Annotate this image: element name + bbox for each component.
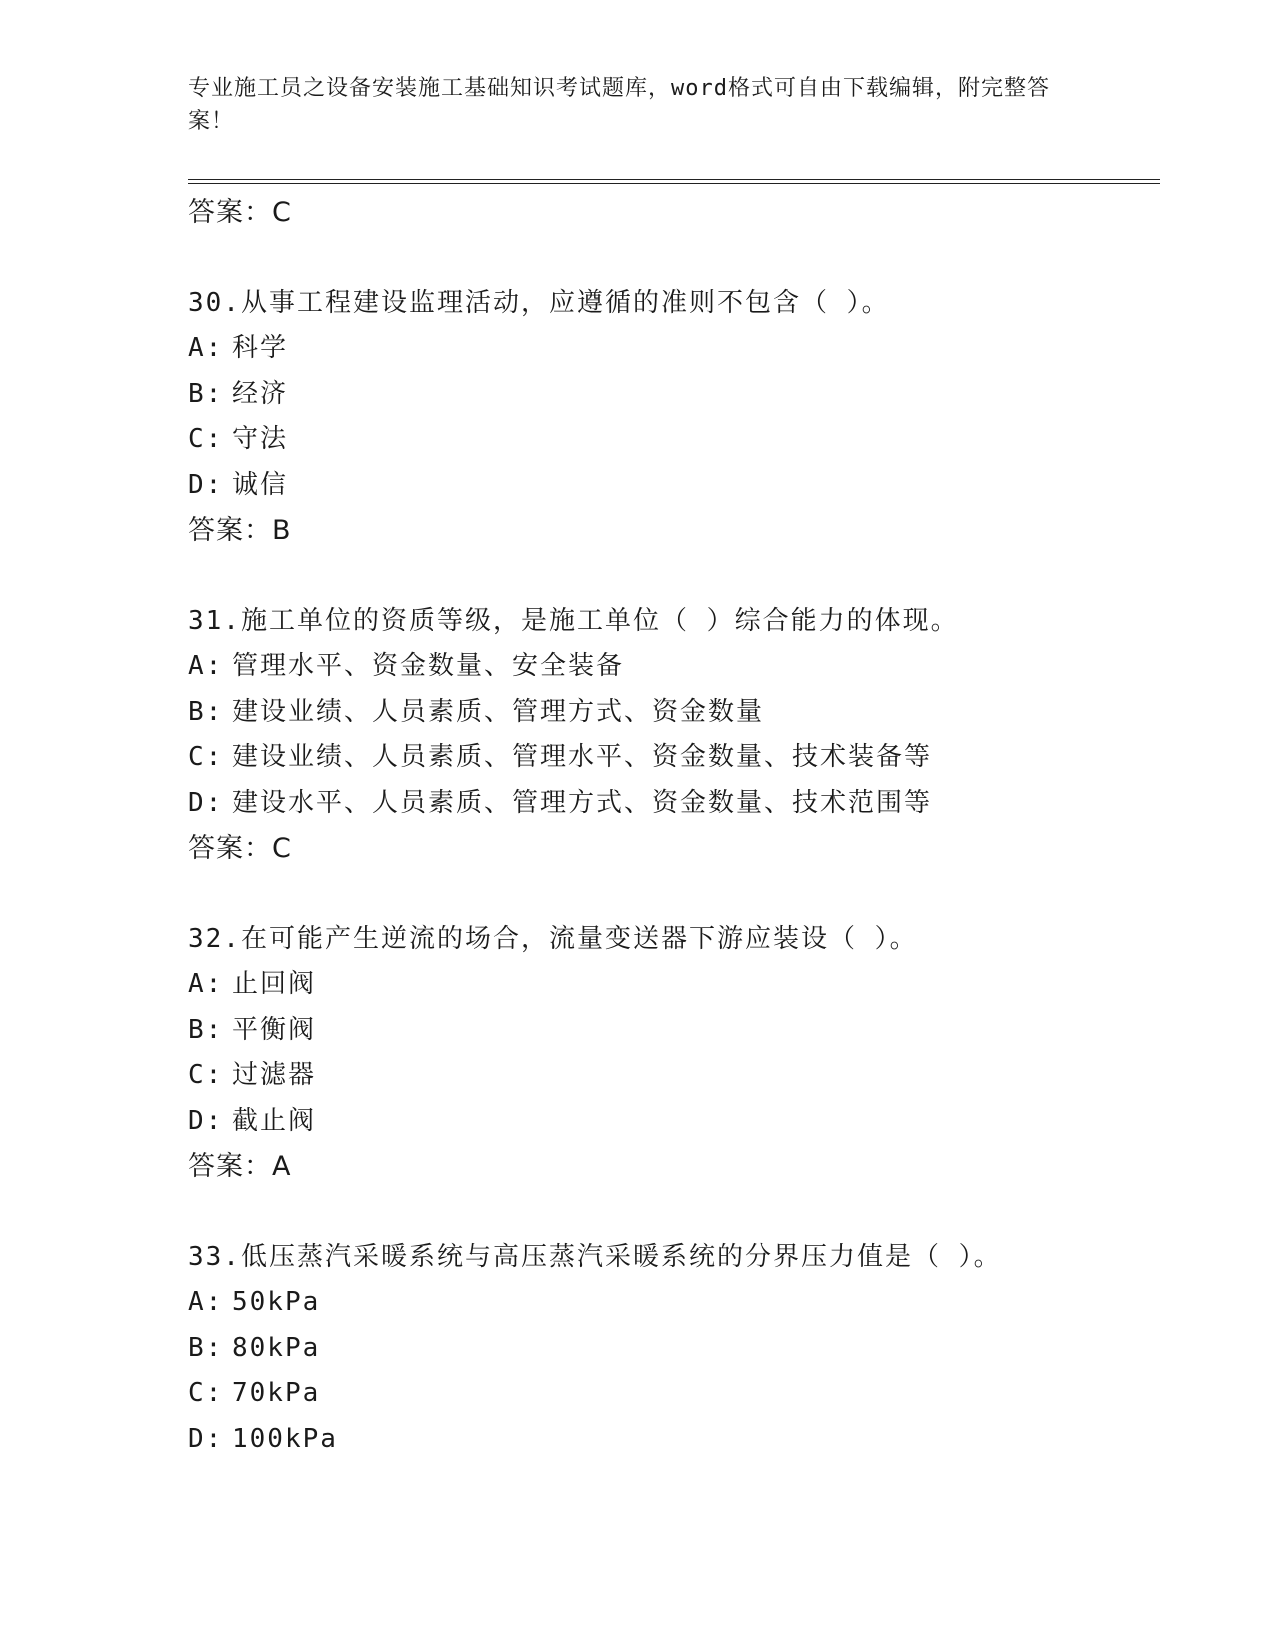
option-label: A: [188,969,224,999]
option-label: B: [188,1014,224,1045]
option-a [188,326,1148,372]
option-text: 建设业绩、人员素质、管理水平、资金数量、技术装备等 [232,742,933,772]
answer-line: 答案：C [188,197,292,228]
option-b [188,1326,1148,1372]
option-text: 守法 [232,424,289,454]
option-text: 诚信 [232,469,289,500]
option-label: B: [188,696,224,727]
option-text: 平衡阀 [232,1014,317,1045]
option-text: 科学 [232,333,289,363]
option-text: 建设业绩、人员素质、管理方式、资金数量 [232,696,765,727]
header-rule-bottom [188,183,1160,184]
question-stem: 30.从事工程建设监理活动，应遵循的准则不包含（ ）。 [188,288,890,318]
question-31 [188,598,1148,872]
option-text: 建设水平、人员素质、管理方式、资金数量、技术范围等 [232,787,933,818]
option-label: C: [188,424,224,454]
header-rule-top [188,179,1160,180]
option-label: B: [188,1332,224,1363]
option-d [188,1417,1148,1463]
option-label: C: [188,1378,224,1408]
option-label: A: [188,333,224,363]
option-c [188,1371,1148,1417]
question-stem: 31.施工单位的资质等级，是施工单位（ ）综合能力的体现。 [188,606,959,636]
option-text: 止回阀 [232,969,317,999]
option-text: 经济 [232,378,289,409]
option-d [188,1099,1148,1145]
option-a [188,1280,1148,1326]
option-label: C: [188,742,224,772]
option-d [188,781,1148,827]
option-label: A: [188,1287,224,1317]
option-c [188,735,1148,781]
option-a [188,644,1148,690]
answer-line: 答案：A [188,1151,292,1182]
question-list [188,190,1148,1462]
document-header: 专业施工员之设备安装施工基础知识考试题库，word格式可自由下载编辑，附完整答案！ [188,76,1050,134]
option-label: D: [188,787,224,818]
option-text: 70kPa [232,1378,321,1408]
option-text: 50kPa [232,1287,321,1317]
option-text: 截止阀 [232,1105,317,1136]
option-text: 80kPa [232,1332,321,1363]
answer-line: 答案：C [188,833,292,864]
option-b [188,372,1148,418]
answer-line: 答案：B [188,515,292,546]
option-label: D: [188,1105,224,1136]
question-32 [188,916,1148,1190]
option-b [188,690,1148,736]
option-label: C: [188,1060,224,1090]
option-label: B: [188,378,224,409]
option-label: D: [188,1423,224,1454]
question-stem: 33.低压蒸汽采暖系统与高压蒸汽采暖系统的分界压力值是（ ）。 [188,1242,1002,1272]
option-label: A: [188,651,224,681]
option-text: 过滤器 [232,1060,317,1090]
option-b [188,1008,1148,1054]
question-33 [188,1234,1148,1462]
option-label: D: [188,469,224,500]
option-text: 100kPa [232,1423,338,1454]
question-stem: 32.在可能产生逆流的场合，流量变送器下游应装设（ ）。 [188,924,918,954]
option-c [188,417,1148,463]
question-30 [188,280,1148,554]
option-text: 管理水平、资金数量、安全装备 [232,651,625,681]
option-c [188,1053,1148,1099]
option-a [188,962,1148,1008]
option-d [188,463,1148,509]
